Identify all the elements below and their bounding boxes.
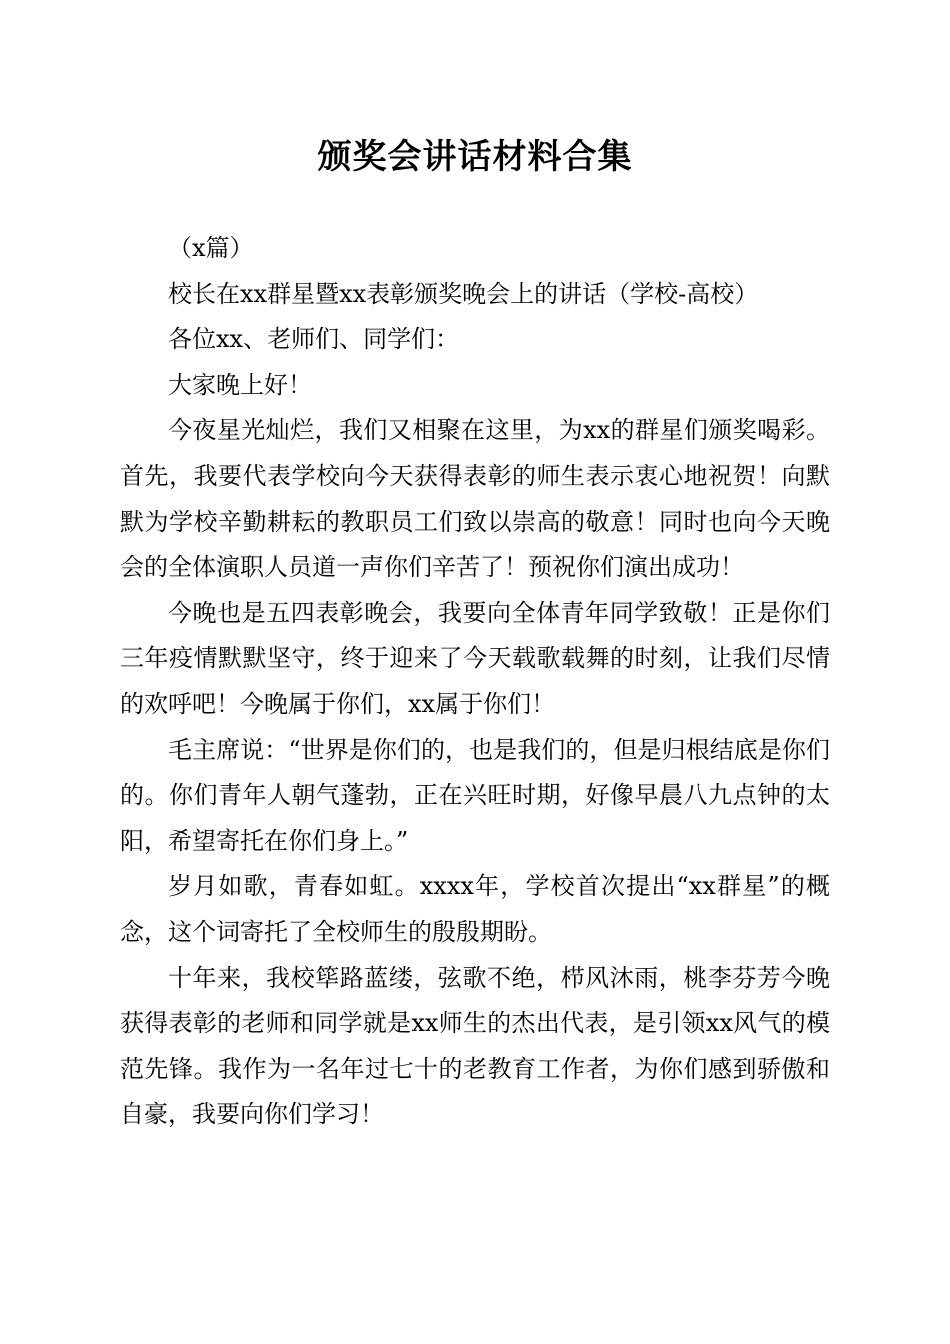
paragraph-greeting: 大家晚上好！ xyxy=(168,370,312,399)
paragraph: 岁月如歌，青春如虹。xxxx年，学校首次提出“xx群星”的概念，这个词寄托了全校师生的殷殷期盼。 xyxy=(120,872,830,946)
paragraph-speech-title: 校长在xx群星暨xx表彰颁奖晚会上的讲话（学校-高校） xyxy=(168,279,759,308)
paragraph: 毛主席说：“世界是你们的，也是我们的，但是归根结底是你们的。你们青年人朝气蓬勃，正在兴旺时期，好像早晨八九点钟的太阳，希望寄托在你们身上。” xyxy=(120,735,830,855)
document-body xyxy=(120,226,830,1138)
paragraph: 今晚也是五四表彰晚会，我要向全体青年同学致敬！正是你们三年疫情默默坚守，终于迎来了今天载歌载舞的时刻，让我们尽情的欢呼吧！今晚属于你们，xx属于你们！ xyxy=(120,598,830,718)
paragraph: 十年来，我校筚路蓝缕，弦歌不绝，栉风沐雨，桃李芬芳今晚获得表彰的老师和同学就是xx师生的杰出代表，是引领xx风气的模范先锋。我作为一名年过七十的老教育工作者，为你们感到骄傲和自豪，我要向你们学习！ xyxy=(120,963,830,1129)
document-title: 颁奖会讲话材料合集 xyxy=(317,137,633,177)
paragraph: 今夜星光灿烂，我们又相聚在这里，为xx的群星们颁奖喝彩。首先，我要代表学校向今天获得表彰的师生表示衷心地祝贺！向默默为学校辛勤耕耘的教职员工们致以崇高的敬意！同时也向今天晚会的全体演职人员道一声你们辛苦了！预祝你们演出成功！ xyxy=(120,416,830,582)
paragraph-salutation: 各位xx、老师们、同学们： xyxy=(168,325,460,354)
paragraph-count-note: （x篇） xyxy=(168,234,254,262)
